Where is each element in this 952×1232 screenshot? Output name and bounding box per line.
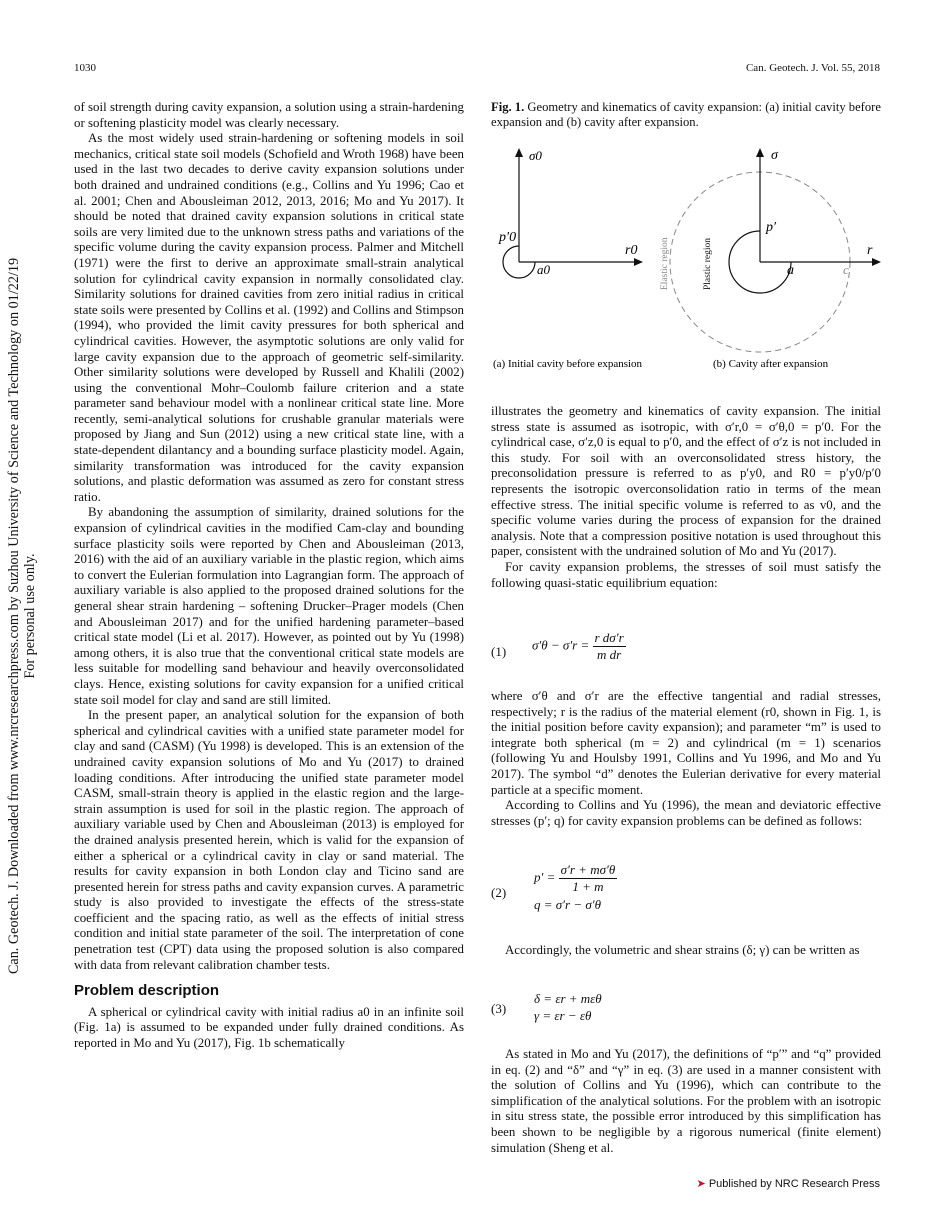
p-label: p′ [766, 220, 777, 235]
eq1-lhs: σ′θ − σ′r = [532, 637, 590, 653]
nrc-logo-icon: ➤ [696, 1178, 706, 1190]
right-paragraph-1: illustrates the geometry and kinematics of cavity expansion. The initial stress state is assumed as isotropic, with σ′r,0 = σ′θ,0 = p′0. For the cylindrical case, σ′z,0 is equal to p′0, and the effect of σ′z is not included in this study. For soil with an overconsolidated stress history, the preconsolidation pressure is referred to as p′y0, and R0 = p′y0/p′0 represents the isotropic overconsolidation ratio in terms of the mean effective stress. The initial specific volume is referred to as v0, and the specific volume varies during the process of expansion for the drained analysis. Note that a compression positive notation is used throughout this paper, consistent with the undrained solution of Mo and Yu (2017). [491, 404, 881, 559]
sigma0-arrow-icon [515, 148, 523, 157]
right-paragraph-5: Accordingly, the volumetric and shear strains (δ; γ) can be written as [505, 943, 860, 957]
eq2-line-b: q = σ′r − σ′θ [534, 897, 601, 912]
equation-3 [534, 990, 602, 1024]
c-label: c [843, 262, 849, 277]
right-paragraph-3: where σ′θ and σ′r are the effective tangential and radial stresses, respectively; r is the radius of the material element (r0, shown in Fig. 1, is the initial position before cavity expansion); and parameter “m” is used to integrate both spherical (m = 2) and cylindrical (m = 1) scenarios (following Yu and Houlsby 1991, Collins and Yu 1996, and Mo and Yu 2017). The symbol “d” denotes the Eulerian derivative for every material particle at a specific moment. [491, 689, 881, 797]
eq2-denominator: 1 + m [572, 879, 604, 894]
eq3-line-a: δ = εr + mεθ [534, 991, 602, 1006]
plastic-region-label: Plastic region [703, 238, 713, 290]
figure-1b [660, 148, 881, 370]
right-column-bottom [491, 1047, 881, 1156]
right-column-p5 [491, 943, 881, 959]
figure-caption-label: Fig. 1. [491, 100, 525, 114]
right-paragraph-6: As stated in Mo and Yu (2017), the definitions of “p′” and “q” provided in eq. (2) and “δ” and “γ” in eq. (3) are used in a manner consistent with the solution of Collins and Yu (1996), which can contribute to the simplification of the analytical solutions. For the problem with an isotropic in situ stress state, the possible error introduced by this simplification has been shown to be negligible by a rigorous numerical (finite element) simulation (Sheng et al. [491, 1047, 881, 1155]
eq2-a-lhs: p′ = [534, 869, 556, 885]
sidebar-line-2: For personal use only. [22, 553, 38, 679]
left-column [74, 100, 464, 1052]
page-number: 1030 [74, 62, 96, 74]
a0-label: a0 [537, 262, 550, 277]
eq1-fraction [593, 630, 626, 663]
right-column-top [491, 404, 881, 591]
figure-1 [491, 140, 883, 376]
left-paragraph-3: By abandoning the assumption of similarity, drained solutions for the expansion of cylindrical cavities in the modified Cam-clay and bounding surface plasticity soils were reported by Chen and Abousleiman (2013, 2016) with the aid of an auxiliary variable in the plastic region, which aims to convert the Eulerian formulation into Lagrangian form. The approach of auxiliary variable is also applied to the proposed drained solutions for the general shear strain hardening – softening Drucker–Prager models (Chen and Abousleiman 2017) and for the unified hardening parameter–based critical state model (Li et al. 2017). However, as pointed out by Yu (1998) among others, it is also true that the conventional critical state models are less suitable for modelling sand behaviour and heavily overconsolidated clays. Hence, existing solutions for cavity expansion for a unified critical state soil model for clay and sand are still limited. [74, 505, 464, 707]
eq2-numerator: σ′r + mσ′θ [560, 862, 616, 877]
eq1-denominator: m dr [596, 647, 622, 662]
r0-arrow-icon [634, 258, 643, 266]
p0-label: p′0 [499, 230, 517, 245]
journal-header: Can. Geotech. J. Vol. 55, 2018 [745, 62, 880, 74]
right-paragraph-2: For cavity expansion problems, the stresses of soil must satisfy the following quasi-static equilibrium equation: [491, 559, 881, 590]
equation-2 [534, 862, 617, 913]
left-paragraph-2: As the most widely used strain-hardening or softening models in soil mechanics, critical state soil models (Schofield and Wroth 1968) have been used in the last two decades to derive cavity expansion solutions under both drained and undrained conditions (e.g., Collins and Yu 1996; Cao et al. 2001; Chen and Abousleiman 2012, 2013, 2016; Mo and Yu 2017). It should be noted that drained cavity expansion solutions in critical state soils are very limited due to the unknown stress paths and variations of the specific volume during the cavity expansion process. Palmer and Mitchell (1971) were the first to derive an approximate small-strain analytical solution for cylindrical cavity expansion in normally consolidated clay. Similarity solutions for drained cavities from zero initial radius in critical state soils were presented by Collins et al. (1992) and Collins and Stimpson (1994), who provided the limit cavity pressures for both spherical and cylindrical cavities. However, the asymptotic solutions are only valid for large cavity expansion due to the approach of geometric self-similarity. Other similarity solutions were developed by Russell and Khalili (2002) using the conventional Mohr–Coulomb failure criterion and a state parameter sand behaviour model with a nonlinear critical state line. More recently, semi-analytical solutions for crushable granular materials were proposed by Jiang and Sun (2012) using a new critical state line, with a state-dependent dilantancy and a bounding surface plasticity model. Again, similarity transformation was introduced for the cavity expansion solutions, and plastic deformation was assumed as zero for constant stress ratio. [74, 131, 464, 504]
figure-caption [491, 100, 883, 131]
left-paragraph-1: of soil strength during cavity expansion, a solution using a strain-hardening or softening plasticity model was clearly necessary. [74, 100, 464, 130]
eq3-line-b: γ = εr − εθ [534, 1008, 592, 1023]
eq2-number: (2) [491, 885, 507, 900]
equation-1 [532, 630, 626, 663]
r0-label: r0 [625, 243, 638, 258]
a-label: a [787, 263, 794, 278]
publisher-footer [697, 1177, 880, 1190]
eq2-fraction [559, 862, 618, 895]
left-paragraph-5: A spherical or cylindrical cavity with initial radius a0 in an infinite soil (Fig. 1a) is assumed to be expanded under fully drained conditions. As reported in Mo and Yu (2017), Fig. 1b schematically [74, 1004, 464, 1051]
figure-1a [493, 148, 643, 370]
right-paragraph-4: According to Collins and Yu (1996), the mean and deviatoric effective stresses (p′; q) for cavity expansion problems can be defined as follows: [491, 798, 881, 828]
figure-1b-label: (b) Cavity after expansion [713, 358, 829, 370]
publisher-text: Published by NRC Research Press [708, 1178, 880, 1190]
figure-caption-text: Geometry and kinematics of cavity expansion: (a) initial cavity before expansion and (b) cavity after expansion. [491, 100, 881, 130]
right-column-mid [491, 689, 881, 829]
sigma0-label: σ0 [529, 148, 542, 163]
sigma-label: σ [771, 148, 778, 163]
left-paragraph-4: In the present paper, an analytical solution for the expansion of both spherical and cylindrical cavities with a unified state parameter model for clay and sand (CASM) (Yu 1998) is developed. This is an extension of the undrained cavity expansion solutions of Mo and Yu (2017) to drained loading conditions. After introducing the unified state parameter model CASM, small-strain theory is applied in the elastic region and the large-strain assumption is used for soil in the plastic region. The approach of auxiliary variable used by Chen and Abousleiman (2013) is employed for the drained analysis presented herein, which is valid for the expansion of either a spherical or a cylindrical cavity in clay or sand material. The results for cavity expansion in both London clay and Ticino sand are presented herein for stress paths and cavity expansion curves. A parametric study is also provided to investigate the effects of the stress-state coefficient and the spacing ratio, as well as the effects of initial stress condition and initial state parameter of the soil. The interpretation of cone penetration test (CPT) data using the proposed solution is also compared with data from relevant calibration chamber tests. [74, 708, 464, 972]
eq2-line-a [534, 862, 617, 895]
sigma-arrow-icon [756, 148, 764, 157]
eq1-numerator: r dσ′r [594, 630, 624, 645]
r-arrow-icon [872, 258, 881, 266]
figure-1a-label: (a) Initial cavity before expansion [493, 358, 643, 370]
r-label: r [867, 243, 873, 258]
sidebar-line-1: Can. Geotech. J. Downloaded from www.nrcresearchpress.com by Suzhou University of Science and Technology on 01/22/19 [6, 257, 22, 975]
download-sidebar [6, 0, 38, 1232]
elastic-region-label: Elastic region [660, 237, 670, 290]
eq3-number: (3) [491, 1001, 507, 1016]
section-title: Problem description [74, 982, 220, 1000]
eq1-number: (1) [491, 644, 507, 659]
